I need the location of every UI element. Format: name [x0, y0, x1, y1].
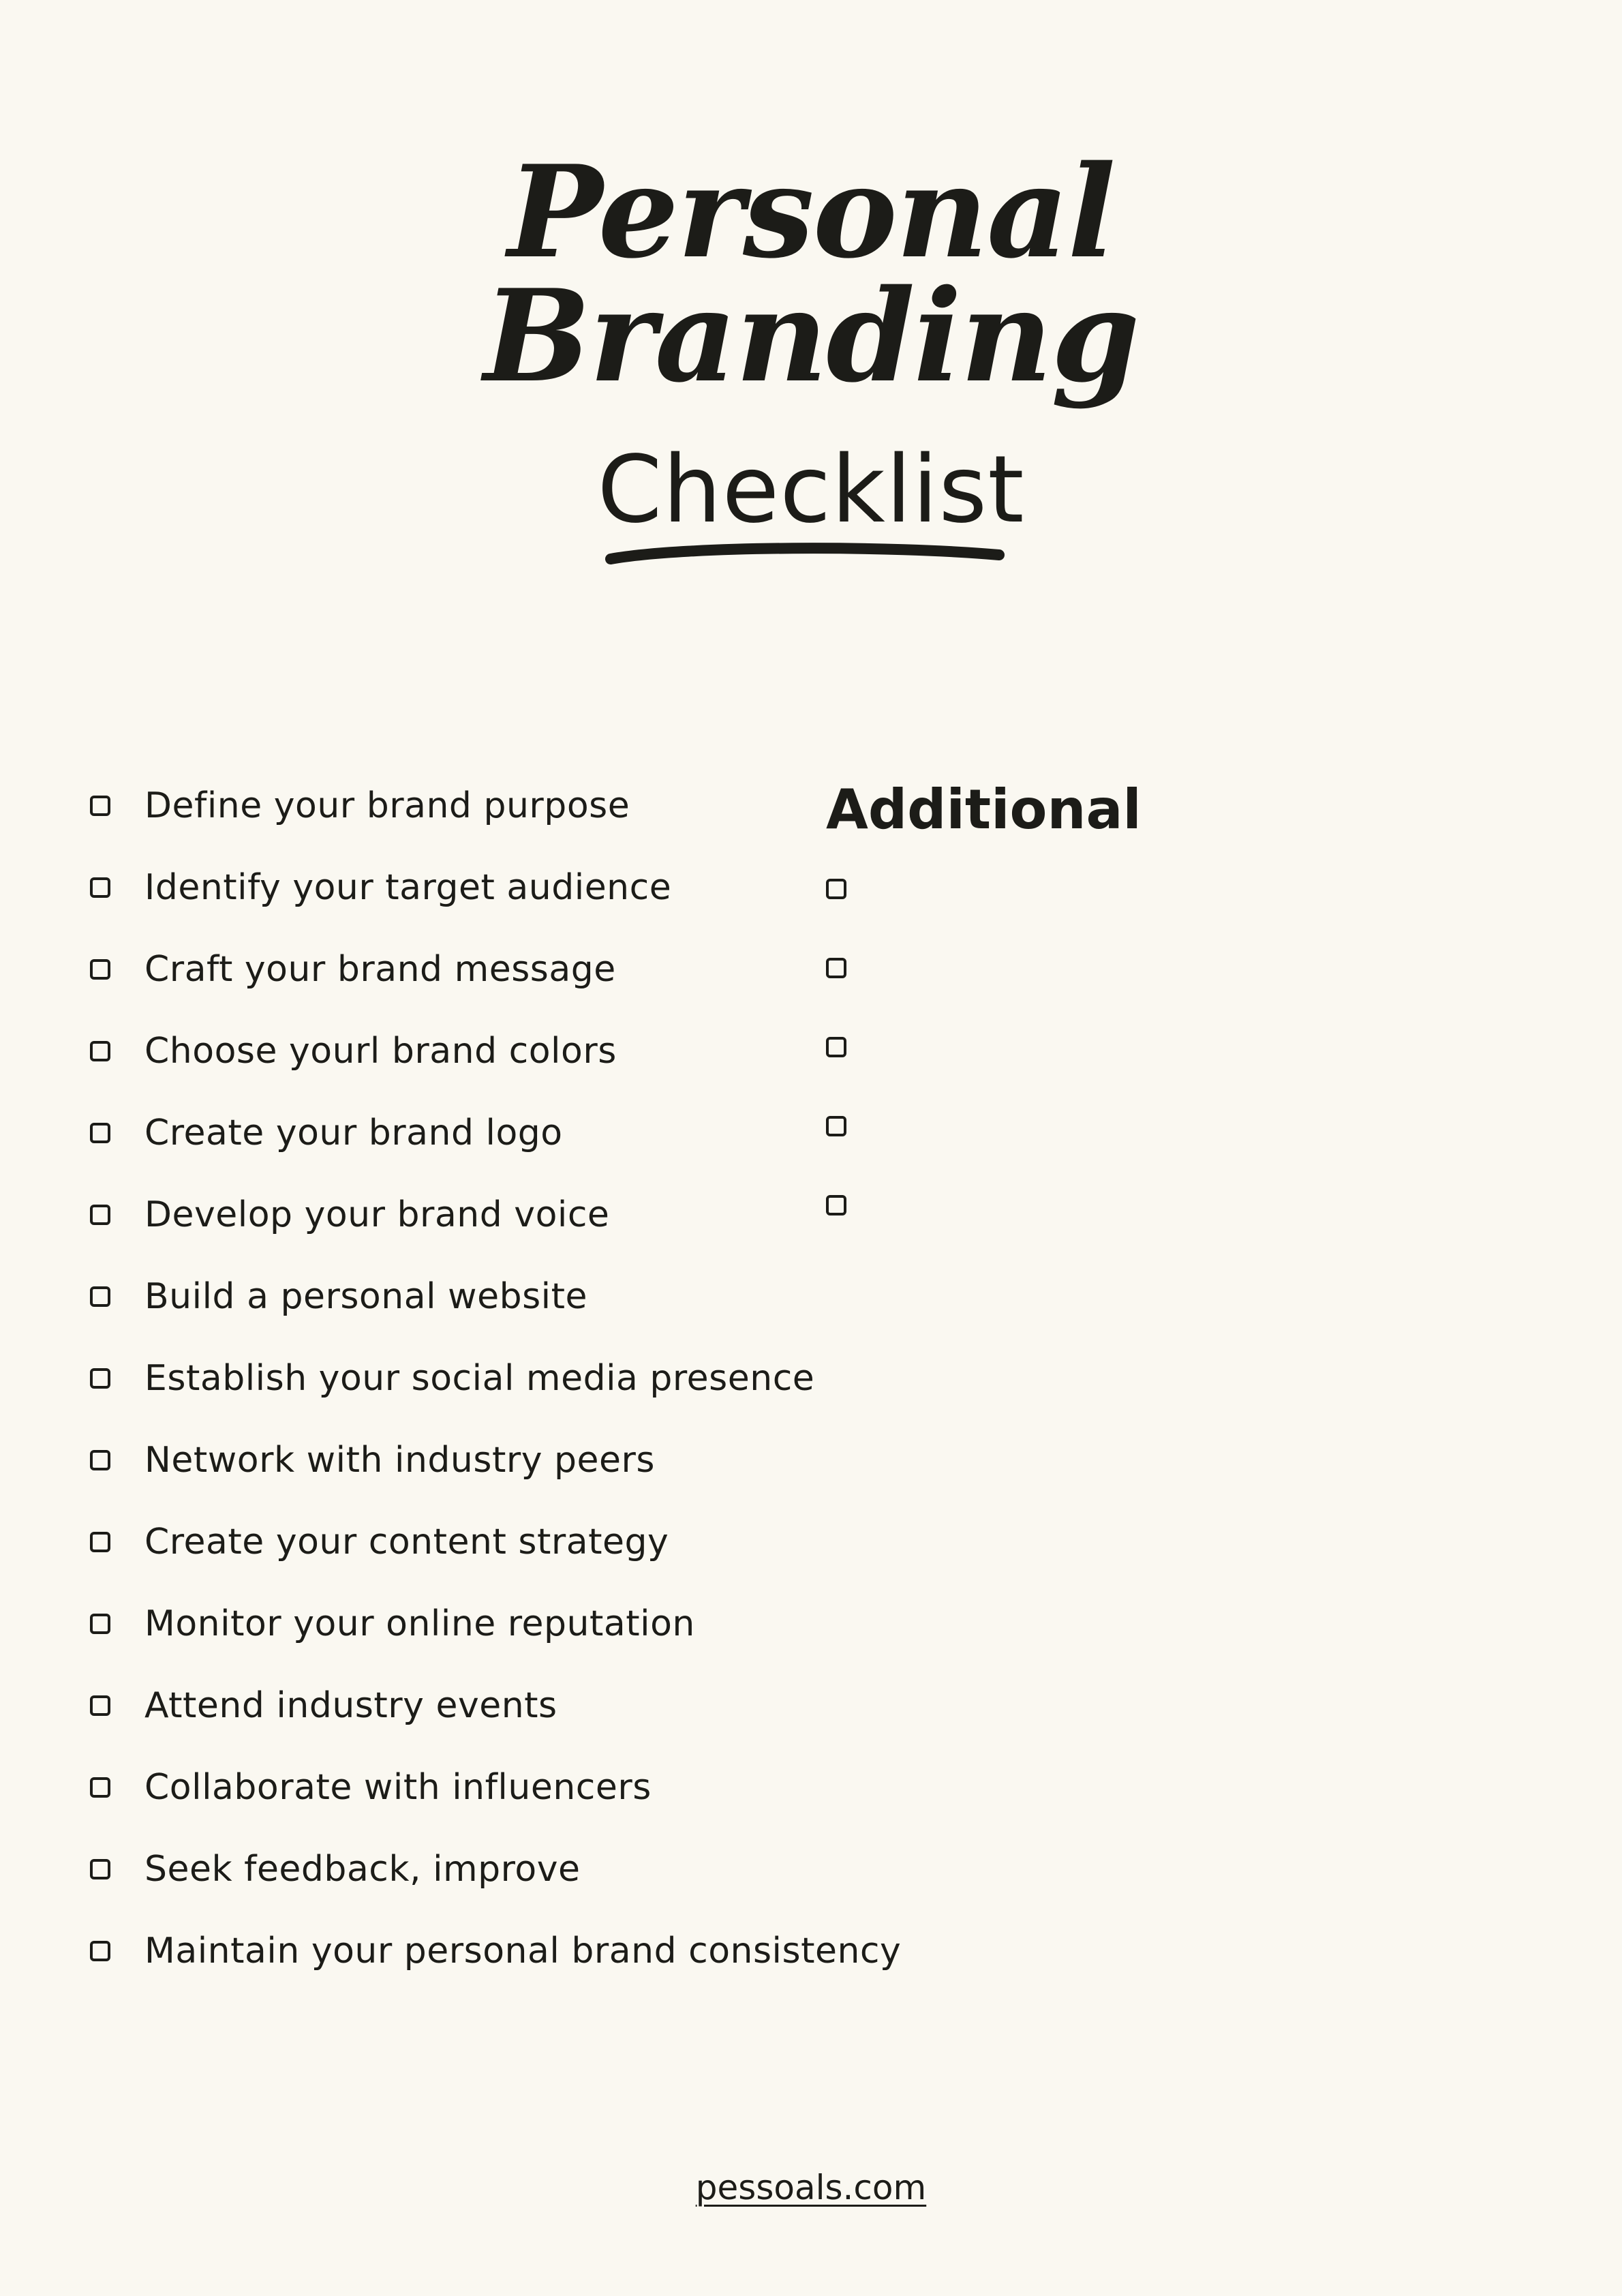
additional-list [826, 849, 846, 1245]
checkbox[interactable] [90, 1450, 110, 1470]
checklist-item-label: Maintain your personal brand consistency [144, 1931, 902, 1972]
checklist-item-label: Define your brand purpose [144, 785, 630, 826]
title-line-2: Branding [483, 261, 1139, 410]
checklist-item[interactable] [90, 1747, 901, 1828]
footer-website-link[interactable]: pessoals.com [695, 2168, 927, 2207]
checklist-item[interactable] [90, 928, 901, 1010]
checkbox[interactable] [90, 796, 110, 816]
checklist-item[interactable] [90, 1010, 901, 1092]
title-block [0, 137, 1622, 544]
checkbox[interactable] [90, 1695, 110, 1716]
checkbox[interactable] [826, 879, 846, 899]
checklist-item[interactable] [90, 765, 901, 847]
checklist-item[interactable] [90, 1256, 901, 1338]
checklist-item[interactable] [90, 1910, 901, 1992]
checklist-item-label: Establish your social media presence [144, 1358, 815, 1399]
checklist-item-label: Choose yourl brand colors [144, 1031, 617, 1072]
checkbox[interactable] [826, 1037, 846, 1057]
checkbox[interactable] [90, 1205, 110, 1225]
checklist-item[interactable] [90, 1828, 901, 1910]
checklist-item-label: Attend industry events [144, 1685, 557, 1726]
checkbox[interactable] [90, 1368, 110, 1389]
checkbox[interactable] [90, 1123, 110, 1143]
additional-item[interactable] [826, 849, 846, 928]
additional-item[interactable] [826, 1166, 846, 1245]
checklist-item-label: Build a personal website [144, 1276, 587, 1317]
checklist-item[interactable] [90, 1501, 901, 1583]
checkbox[interactable] [90, 959, 110, 980]
checkbox[interactable] [826, 1195, 846, 1215]
checklist-item-label: Create your brand logo [144, 1113, 563, 1153]
checklist-item-label: Seek feedback, improve [144, 1849, 581, 1890]
checklist-item-label: Develop your brand voice [144, 1194, 610, 1235]
checkbox[interactable] [90, 1614, 110, 1634]
checkbox[interactable] [90, 1286, 110, 1307]
checklist [90, 765, 901, 1992]
checklist-item[interactable] [90, 1419, 901, 1501]
footer [0, 2168, 1622, 2207]
checklist-item[interactable] [90, 1174, 901, 1256]
checkbox[interactable] [90, 1941, 110, 1961]
checklist-item-label: Network with industry peers [144, 1440, 655, 1481]
checklist-item[interactable] [90, 1092, 901, 1174]
checkbox[interactable] [90, 1777, 110, 1798]
subtitle-underline-icon [605, 543, 1014, 570]
checkbox[interactable] [90, 1859, 110, 1879]
checklist-item-label: Collaborate with influencers [144, 1767, 652, 1808]
checklist-item-label: Craft your brand message [144, 949, 616, 990]
checkbox[interactable] [90, 1041, 110, 1061]
additional-item[interactable] [826, 1087, 846, 1166]
checklist-item-label: Identify your target audience [144, 867, 672, 908]
additional-heading: Additional [826, 778, 1142, 841]
subtitle: Checklist [597, 436, 1025, 544]
checklist-item-label: Monitor your online reputation [144, 1603, 695, 1644]
checkbox[interactable] [90, 1532, 110, 1552]
additional-item[interactable] [826, 1008, 846, 1087]
checkbox[interactable] [826, 1116, 846, 1136]
title-line-1: Personal [507, 137, 1115, 286]
additional-item[interactable] [826, 928, 846, 1008]
checklist-item[interactable] [90, 1583, 901, 1665]
checklist-item[interactable] [90, 1665, 901, 1747]
checklist-item[interactable] [90, 1338, 901, 1419]
checkbox[interactable] [826, 958, 846, 978]
checkbox[interactable] [90, 877, 110, 898]
checklist-item[interactable] [90, 847, 901, 928]
checklist-item-label: Create your content strategy [144, 1522, 669, 1562]
